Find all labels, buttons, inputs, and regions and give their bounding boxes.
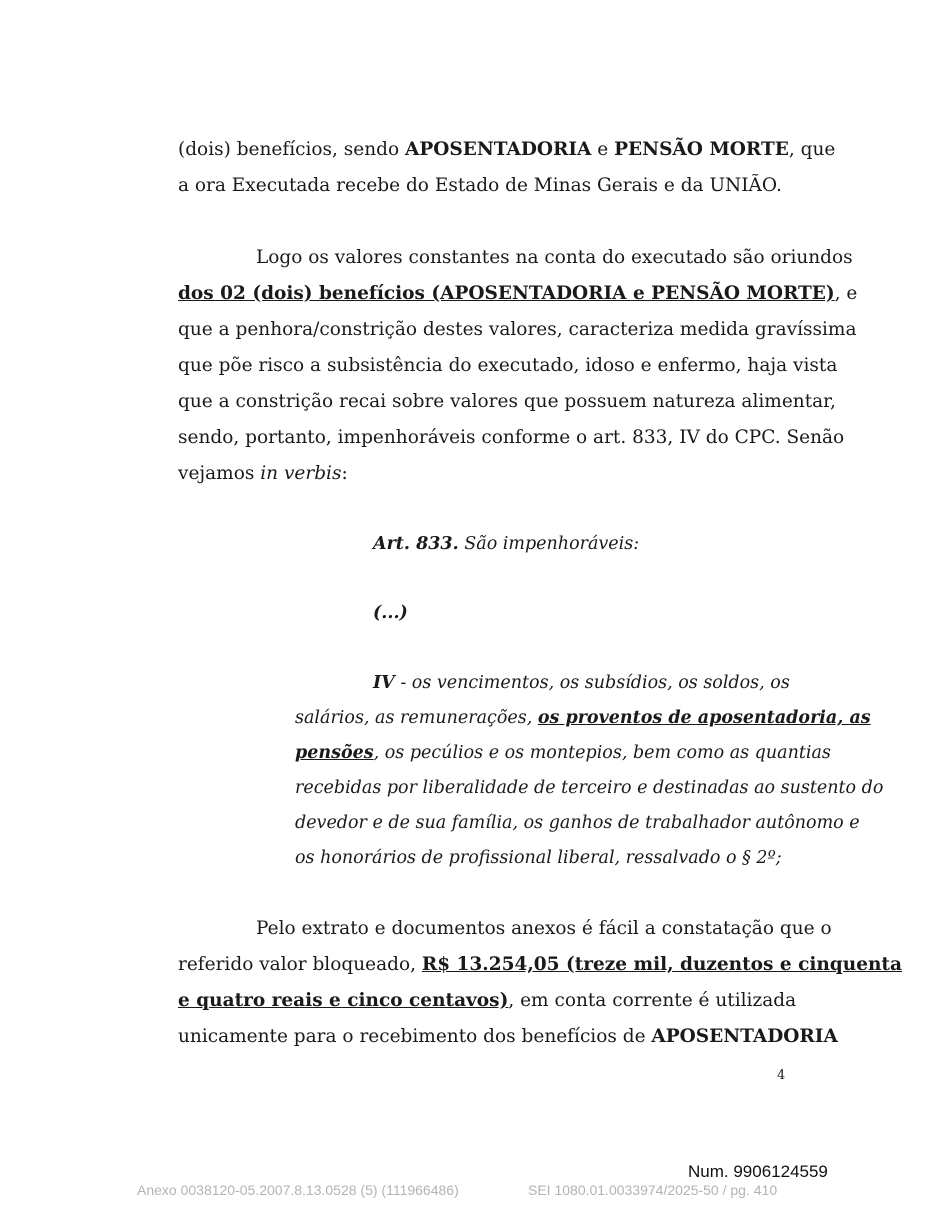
bold-underlined-valor: R$ 13.254,05 (treze mil, duzentos e cinquenta xyxy=(421,954,902,975)
text-run: São impenhoráveis: xyxy=(458,534,640,554)
paragraph-2-line-2 xyxy=(178,276,858,312)
text-run: (dois) benefícios, sendo xyxy=(178,139,406,160)
quote-line-1 xyxy=(373,666,790,701)
paragraph-3-line-3 xyxy=(178,983,797,1019)
text-run: vejamos xyxy=(178,463,261,484)
italic-in-verbis: in verbis xyxy=(260,463,342,484)
annex-reference: Anexo 0038120-05.2007.8.13.0528 (5) (111966486) xyxy=(137,1182,459,1198)
paragraph-3-line-4 xyxy=(178,1019,838,1055)
paragraph-2-line-3: que a penhora/constrição destes valores, caracteriza medida gravíssima xyxy=(178,319,857,340)
paragraph-2-line-7 xyxy=(178,456,785,492)
bold-underlined-beneficios: dos 02 (dois) benefícios (APOSENTADORIA e PENSÃO MORTE) xyxy=(178,283,835,304)
text-run: referido valor bloqueado, xyxy=(178,954,422,975)
text-run: , em conta corrente é utilizada xyxy=(508,990,797,1011)
bold-underlined-proventos: os proventos de aposentadoria, as xyxy=(537,708,871,728)
quote-line-5: devedor e de sua família, os ganhos de trabalhador autônomo e xyxy=(295,813,860,833)
text-run: - os vencimentos, os subsídios, os soldos, os xyxy=(394,673,790,693)
bold-underlined-pensoes: pensões xyxy=(295,743,374,763)
text-run: salários, as remunerações, xyxy=(295,708,538,728)
bold-article-number: Art. 833. xyxy=(373,534,459,554)
bold-inciso: IV xyxy=(373,673,395,693)
text-run: unicamente para o recebimento dos benefícios de xyxy=(178,1026,652,1047)
paragraph-1-line-2: a ora Executada recebe do Estado de Minas Gerais e da UNIÃO. xyxy=(178,175,782,196)
sei-reference: SEI 1080.01.0033974/2025-50 / pg. 410 xyxy=(528,1182,778,1198)
page-number: 4 xyxy=(777,1068,786,1083)
text-run: , e xyxy=(834,283,858,304)
paragraph-3-line-2 xyxy=(178,947,902,983)
paragraph-2-line-5: que a constrição recai sobre valores que possuem natureza alimentar, xyxy=(178,391,836,412)
text-run: , os pecúlios e os montepios, bem como as quantias xyxy=(373,743,831,763)
quote-line-2 xyxy=(295,701,871,736)
text-run: , que xyxy=(788,139,836,160)
paragraph-2-line-4: que põe risco a subsistência do executado, idoso e enfermo, haja vista xyxy=(178,355,838,376)
bold-pensao-morte: PENSÃO MORTE xyxy=(614,139,789,160)
paragraph-3-line-1: Pelo extrato e documentos anexos é fácil a constatação que o xyxy=(256,918,832,939)
text-run: : xyxy=(341,463,348,484)
quote-line-4: recebidas por liberalidade de terceiro e destinadas ao sustento do xyxy=(295,778,884,798)
bold-underlined-valor-cont: e quatro reais e cinco centavos) xyxy=(178,990,509,1011)
bold-aposentadoria: APOSENTADORIA xyxy=(405,139,592,160)
paragraph-1-line-1 xyxy=(178,132,836,168)
bold-aposentadoria: APOSENTADORIA xyxy=(651,1026,838,1047)
quote-ellipsis: (...) xyxy=(373,603,408,623)
paragraph-2-line-6: sendo, portanto, impenhoráveis conforme o art. 833, IV do CPC. Senão xyxy=(178,427,845,448)
quote-line-6: os honorários de profissional liberal, ressalvado o § 2º; xyxy=(295,848,782,868)
paragraph-2-line-1: Logo os valores constantes na conta do executado são oriundos xyxy=(256,247,853,268)
quote-line-3 xyxy=(295,736,831,771)
text-run: e xyxy=(591,139,615,160)
document-number: Num. 9906124559 xyxy=(688,1162,828,1181)
quote-article-heading xyxy=(373,534,639,554)
